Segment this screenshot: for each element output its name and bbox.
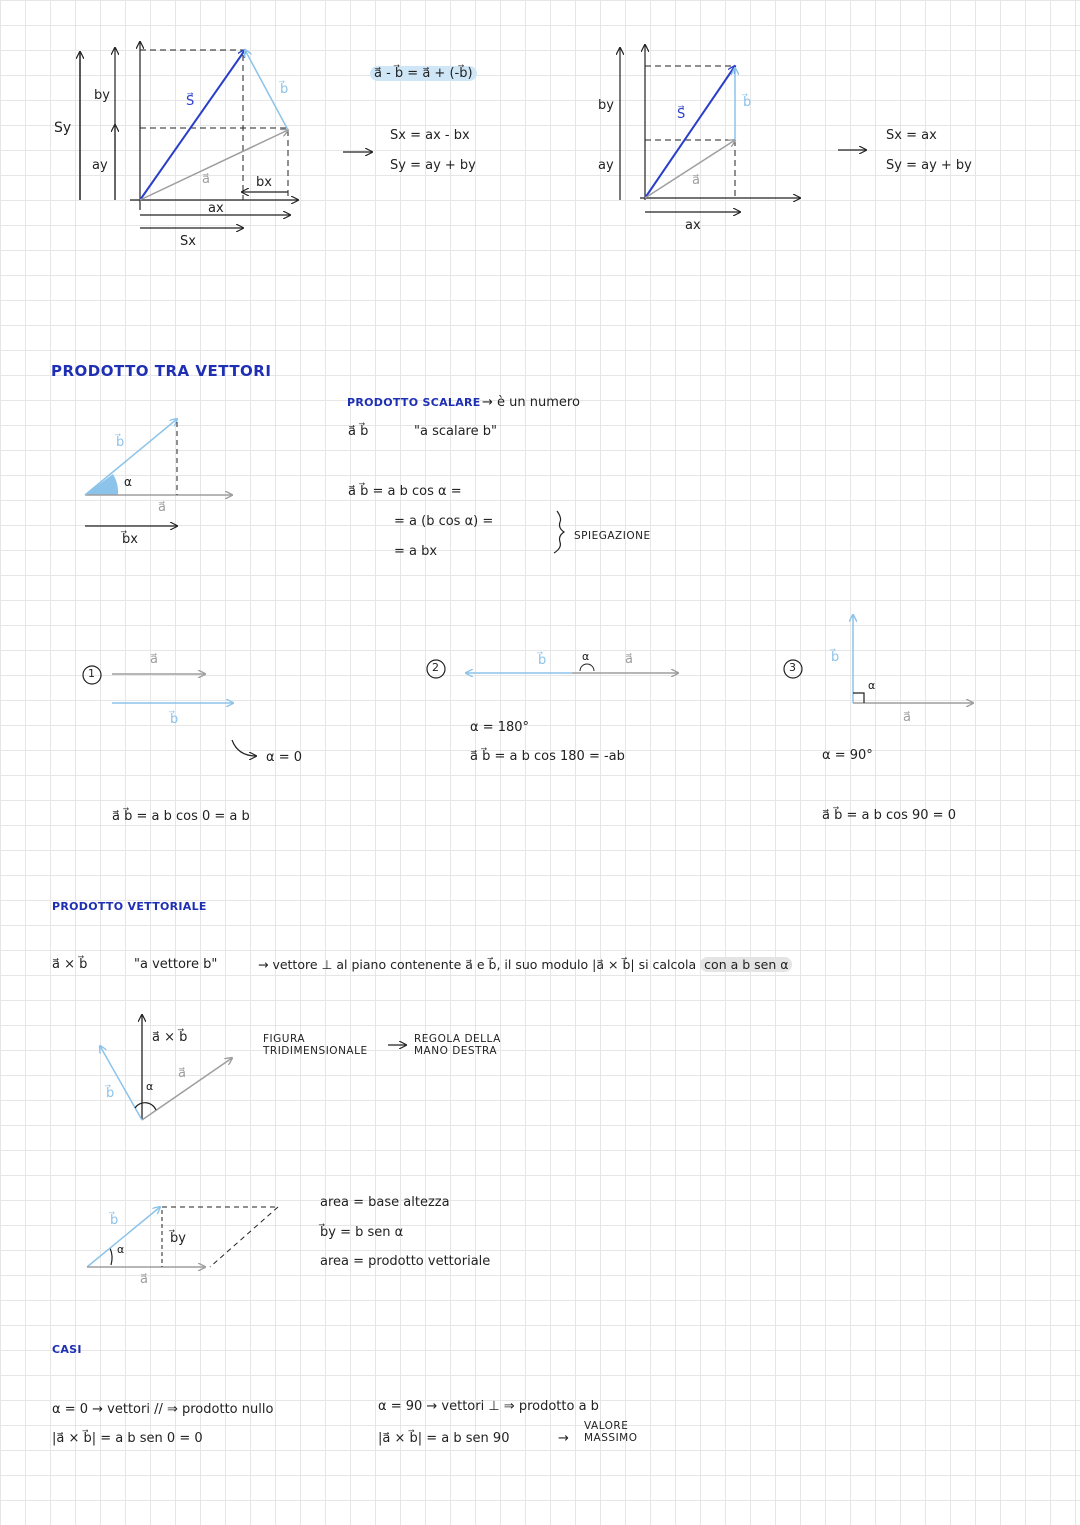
case1-alpha: α = 0 bbox=[266, 750, 302, 765]
formula-sx-left: Sx = ax - bx bbox=[390, 128, 470, 143]
vector-product-title: PRODOTTO VETTORIALE bbox=[52, 900, 207, 913]
case3-label-b: b⃗ bbox=[831, 650, 840, 665]
regola-mano-destra: REGOLA DELLA MANO DESTRA bbox=[414, 1033, 501, 1057]
label-by-right: by bbox=[598, 98, 614, 113]
formula-sx-right: Sx = ax bbox=[886, 128, 937, 143]
vector-diagram-left bbox=[80, 42, 298, 228]
label-a-vec-right: a⃗ bbox=[692, 173, 700, 188]
scalar-line-1: a⃗ b⃗ = a b cos α = bbox=[348, 484, 462, 499]
label-b-vec: b⃗ bbox=[280, 82, 289, 97]
figura-tridimensionale: FIGURA TRIDIMENSIONALE bbox=[263, 1033, 368, 1057]
casi-case2-line2: |a⃗ × b⃗| = a b sen 90 bbox=[378, 1431, 510, 1446]
vp-label-b: b⃗ bbox=[106, 1086, 115, 1101]
label-b-vec-right: b⃗ bbox=[743, 95, 752, 110]
case2-formula: a⃗ b⃗ = a b cos 180 = -ab bbox=[470, 749, 625, 764]
scalar-product-title: PRODOTTO SCALARE bbox=[347, 396, 481, 409]
area-formula: area = base altezza bbox=[320, 1195, 450, 1210]
label-a-vec: a⃗ bbox=[202, 172, 210, 187]
scalar-product-figure bbox=[85, 419, 564, 553]
scalar-line-3: = a bx bbox=[394, 544, 438, 559]
label-ay-right: ay bbox=[598, 158, 614, 173]
case1-number: 1 bbox=[88, 667, 95, 680]
label-ay: ay bbox=[92, 158, 108, 173]
para-label-alpha: α bbox=[117, 1243, 125, 1256]
scalar-product-reading: "a scalare b" bbox=[414, 424, 497, 439]
label-ax-right: ax bbox=[685, 218, 701, 233]
description-highlight: con a b sen α bbox=[700, 957, 792, 972]
vector-product-reading: "a vettore b" bbox=[134, 957, 218, 972]
case2-number: 2 bbox=[432, 661, 439, 674]
vector-product-notation: a⃗ × b⃗ bbox=[52, 957, 88, 972]
casi-case2-arrow: → bbox=[558, 1431, 569, 1446]
label-sx: Sx bbox=[180, 234, 196, 249]
vector-diagram-right bbox=[620, 45, 800, 212]
casi-title: CASI bbox=[52, 1343, 82, 1356]
para-label-b: b⃗ bbox=[110, 1213, 119, 1228]
formula-sy-left: Sy = ay + by bbox=[390, 158, 476, 173]
label-by: by bbox=[94, 88, 110, 103]
scalar-product-result: → è un numero bbox=[482, 395, 580, 410]
case1-formula: a⃗ b⃗ = a b cos 0 = a b bbox=[112, 809, 250, 824]
case1-figure bbox=[83, 666, 256, 756]
scalar-product-notation: a⃗ b⃗ bbox=[348, 424, 369, 439]
label-a-scalar: a⃗ bbox=[158, 500, 166, 515]
area-prodotto-vettoriale: area = prodotto vettoriale bbox=[320, 1254, 491, 1269]
casi-case2-line1: α = 90 → vettori ⊥ ⇒ prodotto a b bbox=[378, 1399, 599, 1414]
label-bx: bx bbox=[256, 175, 272, 190]
case3-number: 3 bbox=[789, 661, 796, 674]
case2-label-b: b⃗ bbox=[538, 653, 547, 668]
by-formula: b⃗y = b sen α bbox=[320, 1225, 404, 1240]
para-label-a: a⃗ bbox=[140, 1272, 148, 1287]
label-bx-scalar: b⃗x bbox=[122, 532, 138, 547]
vp-label-alpha: α bbox=[146, 1080, 154, 1093]
case3-formula: a⃗ b⃗ = a b cos 90 = 0 bbox=[822, 808, 956, 823]
para-label-by: b⃗y bbox=[170, 1231, 186, 1246]
casi-case1-line2: |a⃗ × b⃗| = a b sen 0 = 0 bbox=[52, 1431, 203, 1446]
case1-label-a: a⃗ bbox=[150, 652, 158, 667]
case3-figure bbox=[784, 615, 973, 703]
section-title-prodotto: PRODOTTO TRA VETTORI bbox=[51, 362, 272, 380]
case2-label-a: a⃗ bbox=[625, 652, 633, 667]
vp-label-a: a⃗ bbox=[178, 1066, 186, 1081]
label-b-scalar: b⃗ bbox=[116, 435, 125, 450]
label-s-vec-right: S⃗ bbox=[677, 107, 686, 122]
label-sy: Sy bbox=[54, 120, 72, 136]
case2-alpha: α = 180° bbox=[470, 720, 530, 735]
case1-label-b: b⃗ bbox=[170, 712, 179, 727]
case3-label-a: a⃗ bbox=[903, 710, 911, 725]
vector-product-description bbox=[258, 957, 792, 972]
label-ax: ax bbox=[208, 201, 224, 216]
label-axb: a⃗ × b⃗ bbox=[152, 1030, 188, 1045]
explanation-label: SPIEGAZIONE bbox=[574, 530, 651, 542]
case3-alpha: α = 90° bbox=[822, 748, 873, 763]
case2-label-alpha: α bbox=[582, 650, 590, 663]
description-text: → vettore ⊥ al piano contenente a⃗ e b⃗, il suo modulo |a⃗ × b⃗| si calcola bbox=[258, 957, 697, 972]
casi-case1-line1: α = 0 → vettori // ⇒ prodotto nullo bbox=[52, 1402, 274, 1417]
scalar-line-2: = a (b cos α) = bbox=[394, 514, 494, 529]
case3-label-alpha: α bbox=[868, 679, 876, 692]
formula-header: a⃗ - b⃗ = a⃗ + (-b⃗) bbox=[370, 66, 477, 81]
label-alpha-scalar: α bbox=[124, 475, 132, 489]
label-s-vec: S⃗ bbox=[186, 94, 195, 109]
case2-figure bbox=[427, 660, 678, 678]
formula-sy-right: Sy = ay + by bbox=[886, 158, 972, 173]
valore-massimo: VALORE MASSIMO bbox=[584, 1420, 638, 1444]
